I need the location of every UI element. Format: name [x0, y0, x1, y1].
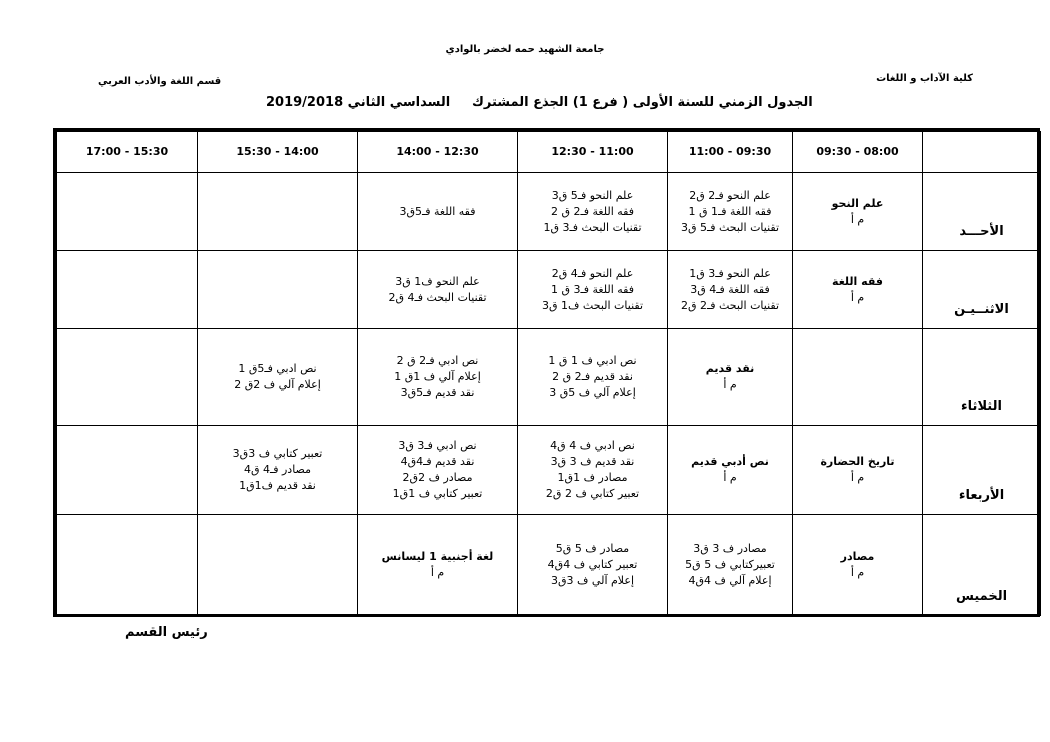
schedule-cell: [198, 426, 358, 515]
group-session: تقنيات البحث فـ2 ق2: [680, 298, 780, 312]
department-head-signature: رئيس القسم: [125, 625, 208, 640]
group-session: إعلام آلي ف 2ق 2: [234, 378, 321, 391]
time-slot-header: 14:00 - 15:30: [198, 132, 358, 173]
lecture-type: م أ: [723, 378, 737, 391]
schedule-cell: [668, 329, 793, 426]
faculty-name: كلية الآداب و اللغات: [876, 73, 973, 84]
schedule-cell: [793, 329, 923, 426]
schedule-cell: [793, 173, 923, 251]
group-session: مصادر ف 5 ق5: [555, 542, 630, 555]
group-session: فقه اللغة فـ4 ق3: [690, 282, 770, 296]
group-session: إعلام آلي ف 4ق4: [688, 574, 772, 587]
lecture-title: مصادر: [840, 550, 875, 563]
schedule-cell: [358, 173, 518, 251]
time-slot-header: 12:30 - 14:00: [358, 132, 518, 173]
group-session: فقه اللغة فـ3 ق 1: [551, 282, 634, 296]
group-session: تقنيات البحث فـ5 ق3: [680, 220, 780, 234]
group-session: نقد قديم فـ4ق4: [400, 455, 475, 468]
lecture-type: م أ: [850, 471, 865, 484]
group-session: نص ادبي فـ5ق 1: [238, 362, 317, 375]
group-session: فقه اللغة فـ2 ق 2: [551, 204, 634, 218]
day-name: الاثنــيـن: [923, 251, 1041, 329]
lecture-title: لغة أجنبية 1 ليسانس: [381, 550, 494, 563]
group-session: نص ادبي ف 1 ق 1: [548, 354, 637, 367]
group-session: إعلام آلي ف 5ق 3: [549, 386, 636, 399]
group-session: نص ادبي فـ2 ق 2: [396, 354, 479, 367]
lecture-title: نص أدبي قديم: [691, 455, 769, 468]
group-session: نص ادبي ف 4 ق4: [550, 439, 635, 452]
group-session: تعبيركتابي ف 5 ق5: [685, 558, 775, 571]
day-name: الثلاثاء: [923, 329, 1041, 426]
lecture-type: م أ: [850, 212, 865, 226]
lecture-type: م أ: [850, 566, 865, 579]
header-row: [57, 132, 1041, 173]
group-session: فقه اللغة فـ5ق3: [399, 204, 476, 218]
day-row: [57, 251, 1041, 329]
time-slot-header: 08:00 - 09:30: [793, 132, 923, 173]
group-session: تعبير كتابي ف 4ق4: [547, 558, 638, 571]
schedule-cell: [198, 173, 358, 251]
semester-label: السداسي الثاني 2019/2018: [266, 95, 451, 110]
corner-cell: [923, 132, 1041, 173]
lecture-title: نقد قديم: [705, 362, 755, 375]
schedule-cell: [198, 251, 358, 329]
department-name: قسم اللغة والأدب العربي: [98, 76, 222, 87]
schedule-cell: [518, 251, 668, 329]
lecture-type: م أ: [723, 471, 737, 484]
group-session: مصادر ف 3 ق3: [693, 542, 767, 555]
day-row: [57, 515, 1041, 616]
group-session: تعبير كتابي ف 3ق3: [232, 447, 323, 460]
lecture-title: فقه اللغة: [832, 274, 883, 288]
group-session: مصادر فـ4 ق4: [243, 463, 311, 476]
group-session: علم النحو فـ4 ق2: [551, 266, 634, 280]
day-row: [57, 329, 1041, 426]
schedule-cell: [57, 329, 198, 426]
group-session: تقنيات البحث فـ3 ق1: [543, 220, 642, 234]
lecture-title: تاريخ الحضارة: [820, 455, 895, 468]
schedule-cell: [793, 515, 923, 616]
lecture-type: م أ: [850, 290, 865, 304]
time-slot-header: 15:30 - 17:00: [57, 132, 198, 173]
group-session: نص ادبي فـ3 ق3: [398, 439, 477, 452]
group-session: فقه اللغة فـ1 ق 1: [688, 204, 772, 218]
group-session: علم النحو فـ2 ق2: [689, 188, 771, 202]
group-session: تقنيات البحث ف1 ق3: [541, 298, 644, 312]
group-session: علم النحو فـ3 ق1: [689, 266, 771, 280]
time-slot-header: 11:00 - 12:30: [518, 132, 668, 173]
schedule-cell: [518, 173, 668, 251]
schedule-cell: [57, 173, 198, 251]
group-session: إعلام آلي ف 3ق3: [550, 574, 634, 587]
group-session: مصادر ف 1ق1: [557, 471, 628, 484]
day-name: الأحـــد: [923, 173, 1041, 251]
schedule-cell: [518, 515, 668, 616]
schedule-cell: [668, 426, 793, 515]
time-slot-header: 09:30 - 11:00: [668, 132, 793, 173]
schedule-cell: [57, 515, 198, 616]
lecture-type: م أ: [430, 566, 445, 579]
group-session: مصادر ف 2ق2: [402, 471, 473, 484]
schedule-title: الجدول الزمني للسنة الأولى ( فرع 1) الجذع المشترك: [472, 95, 813, 110]
schedule-cell: [57, 426, 198, 515]
group-session: تعبير كتابي ف 1ق1: [392, 487, 483, 500]
group-session: تعبير كتابي ف 2 ق2: [545, 487, 640, 500]
schedule-cell: [198, 515, 358, 616]
schedule-cell: [358, 426, 518, 515]
schedule-cell: [358, 329, 518, 426]
group-session: علم النحو ف1 ق3: [395, 274, 480, 288]
schedule-cell: [358, 251, 518, 329]
day-name: الخميس: [923, 515, 1041, 616]
schedule-cell: [198, 329, 358, 426]
group-session: نقد قديم ف 3 ق3: [550, 455, 635, 468]
schedule-cell: [518, 329, 668, 426]
day-row: [57, 426, 1041, 515]
group-session: نقد قديم فـ5ق3: [400, 386, 475, 399]
day-row: [57, 173, 1041, 251]
group-session: نقد قديم فـ2 ق 2: [552, 370, 633, 383]
lecture-title: علم النحو: [831, 196, 884, 210]
schedule-cell: [518, 426, 668, 515]
group-session: علم النحو فـ5 ق3: [551, 188, 634, 202]
schedule-cell: [57, 251, 198, 329]
schedule-cell: [668, 251, 793, 329]
schedule-cell: [793, 426, 923, 515]
schedule-cell: [358, 515, 518, 616]
timetable: [56, 131, 1041, 616]
schedule-cell: [668, 515, 793, 616]
schedule-table: [53, 128, 1040, 617]
university-name: جامعة الشهيد حمه لخضر بالوادي: [445, 44, 605, 55]
group-session: إعلام آلي ف 1ق 1: [394, 370, 481, 383]
day-name: الأربعاء: [923, 426, 1041, 515]
schedule-cell: [668, 173, 793, 251]
schedule-cell: [793, 251, 923, 329]
group-session: تقنيات البحث فـ4 ق2: [388, 290, 487, 304]
group-session: نقد قديم ف1ق1: [239, 479, 316, 492]
